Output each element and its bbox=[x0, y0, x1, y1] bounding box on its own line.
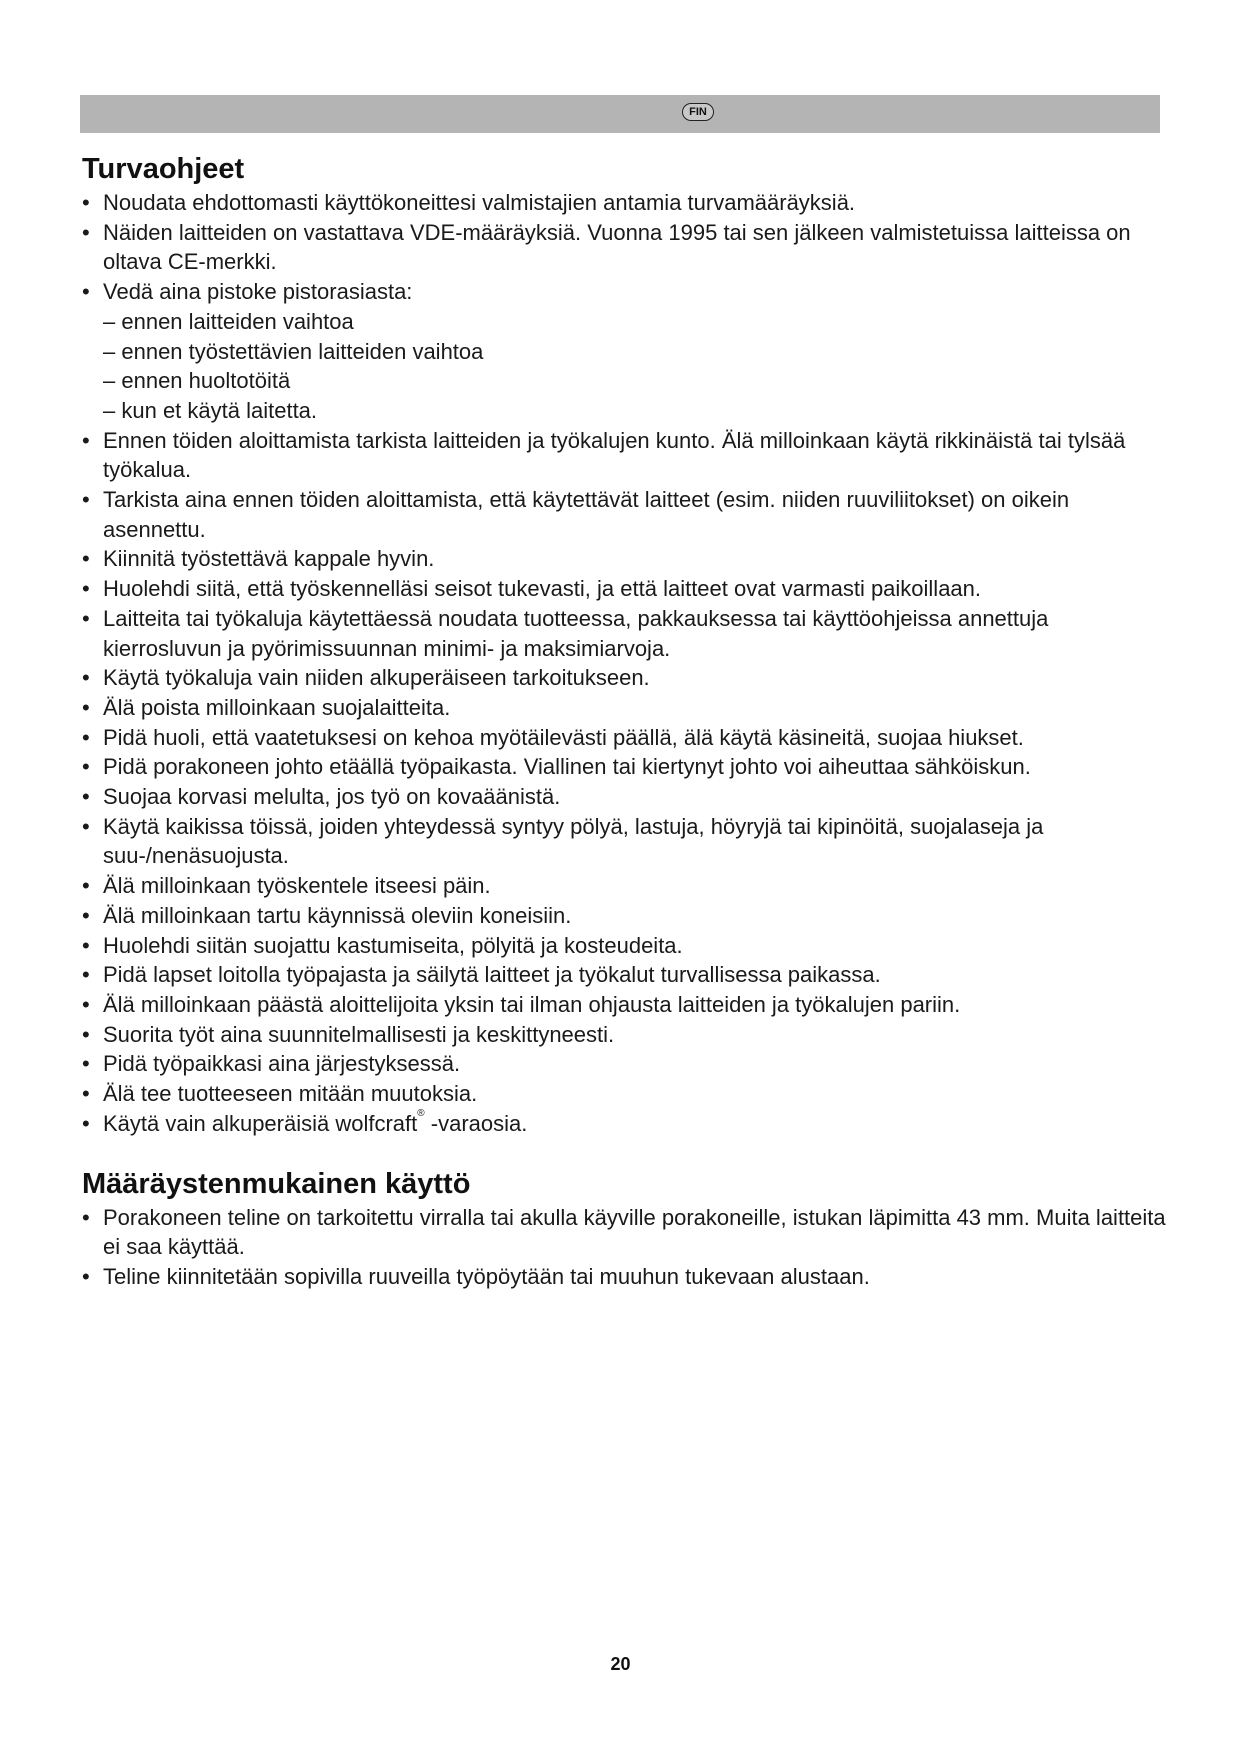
list-item: • Näiden laitteiden on vastattava VDE-määräyksiä. Vuonna 1995 tai sen jälkeen valmistetuissa laitteissa on oltava CE-merkki. bbox=[82, 218, 1172, 277]
list-item-text: Vedä aina pistoke pistorasiasta: bbox=[103, 279, 413, 305]
list-item: • Älä milloinkaan työskentele itseesi päin. bbox=[82, 871, 1172, 901]
list-item: • Käytä työkaluja vain niiden alkuperäiseen tarkoitukseen. bbox=[82, 663, 1172, 693]
sub-item: – kun et käytä laitetta. bbox=[103, 396, 1172, 426]
safety-list bbox=[82, 188, 1172, 1139]
list-item: • Pidä porakoneen johto etäällä työpaikasta. Viallinen tai kiertynyt johto voi aiheuttaa sähköiskun. bbox=[82, 752, 1172, 782]
page-number: 20 bbox=[610, 1654, 631, 1674]
spare-parts-suffix: -varaosia. bbox=[424, 1110, 528, 1136]
list-item: • Pidä lapset loitolla työpajasta ja säilytä laitteet ja työkalut turvallisessa paikassa. bbox=[82, 960, 1172, 990]
list-item: • Suojaa korvasi melulta, jos työ on kovaäänistä. bbox=[82, 782, 1172, 812]
section-title-intended-use: Määräystenmukainen käyttö bbox=[82, 1167, 471, 1200]
list-item: • Ennen töiden aloittamista tarkista laitteiden ja työkalujen kunto. Älä milloinkaan käytä rikkinäistä tai tylsää työkalua. bbox=[82, 426, 1172, 485]
list-item: • Laitteita tai työkaluja käytettäessä noudata tuotteessa, pakkauksessa tai käyttöohjeissa annettuja kierrosluvun ja pyörimissuunnan minimi- ja maksimiarvoja. bbox=[82, 604, 1172, 663]
page-content bbox=[82, 150, 1172, 1292]
registered-mark: ® bbox=[417, 1107, 425, 1119]
spare-parts-text: Käytä vain alkuperäisiä wolfcraft bbox=[103, 1110, 418, 1136]
list-item: • Pidä työpaikkasi aina järjestyksessä. bbox=[82, 1049, 1172, 1079]
list-item: • Älä tee tuotteeseen mitään muutoksia. bbox=[82, 1079, 1172, 1109]
list-item: • Pidä huoli, että vaatetuksesi on kehoa myötäilevästi päällä, älä käytä käsineitä, suojaa hiukset. bbox=[82, 723, 1172, 753]
sub-item: – ennen laitteiden vaihtoa bbox=[103, 307, 1172, 337]
list-item: • Älä poista milloinkaan suojalaitteita. bbox=[82, 693, 1172, 723]
list-item: • Kiinnitä työstettävä kappale hyvin. bbox=[82, 544, 1172, 574]
list-item: • Huolehdi siitä, että työskennelläsi seisot tukevasti, ja että laitteet ovat varmasti paikoillaan. bbox=[82, 574, 1172, 604]
language-badge: FIN bbox=[682, 103, 714, 121]
section-title-safety: Turvaohjeet bbox=[82, 153, 245, 185]
list-item: • Teline kiinnitetään sopivilla ruuveilla työpöytään tai muuhun tukevaan alustaan. bbox=[82, 1262, 1172, 1292]
list-item: • Käytä kaikissa töissä, joiden yhteydessä syntyy pölyä, lastuja, höyryjä tai kipinöitä, suojalaseja ja suu-/nenäsuojusta. bbox=[82, 812, 1172, 871]
header-bar bbox=[80, 95, 1160, 133]
list-item: • Noudata ehdottomasti käyttökoneittesi valmistajien antamia turvamääräyksiä. bbox=[82, 188, 1172, 218]
list-item: • Suorita työt aina suunnitelmallisesti ja keskittyneesti. bbox=[82, 1020, 1172, 1050]
list-item: • Porakoneen teline on tarkoitettu virralla tai akulla käyville porakoneille, istukan läpimitta 43 mm. Muita laitteita ei saa käyttää. bbox=[82, 1203, 1172, 1262]
sub-item: – ennen huoltotöitä bbox=[103, 366, 1172, 396]
intended-use-list bbox=[82, 1203, 1172, 1292]
list-item-with-subitems bbox=[82, 277, 1172, 426]
list-item-spare-parts bbox=[82, 1109, 1172, 1139]
sub-item: – ennen työstettävien laitteiden vaihtoa bbox=[103, 337, 1172, 367]
list-item: • Älä milloinkaan päästä aloittelijoita yksin tai ilman ohjausta laitteiden ja työkalujen pariin. bbox=[82, 990, 1172, 1020]
list-item: • Tarkista aina ennen töiden aloittamista, että käytettävät laitteet (esim. niiden ruuviliitokset) on oikein asennettu. bbox=[82, 485, 1172, 544]
list-item: • Huolehdi siitän suojattu kastumiseita, pölyitä ja kosteudeita. bbox=[82, 931, 1172, 961]
list-item: • Älä milloinkaan tartu käynnissä oleviin koneisiin. bbox=[82, 901, 1172, 931]
